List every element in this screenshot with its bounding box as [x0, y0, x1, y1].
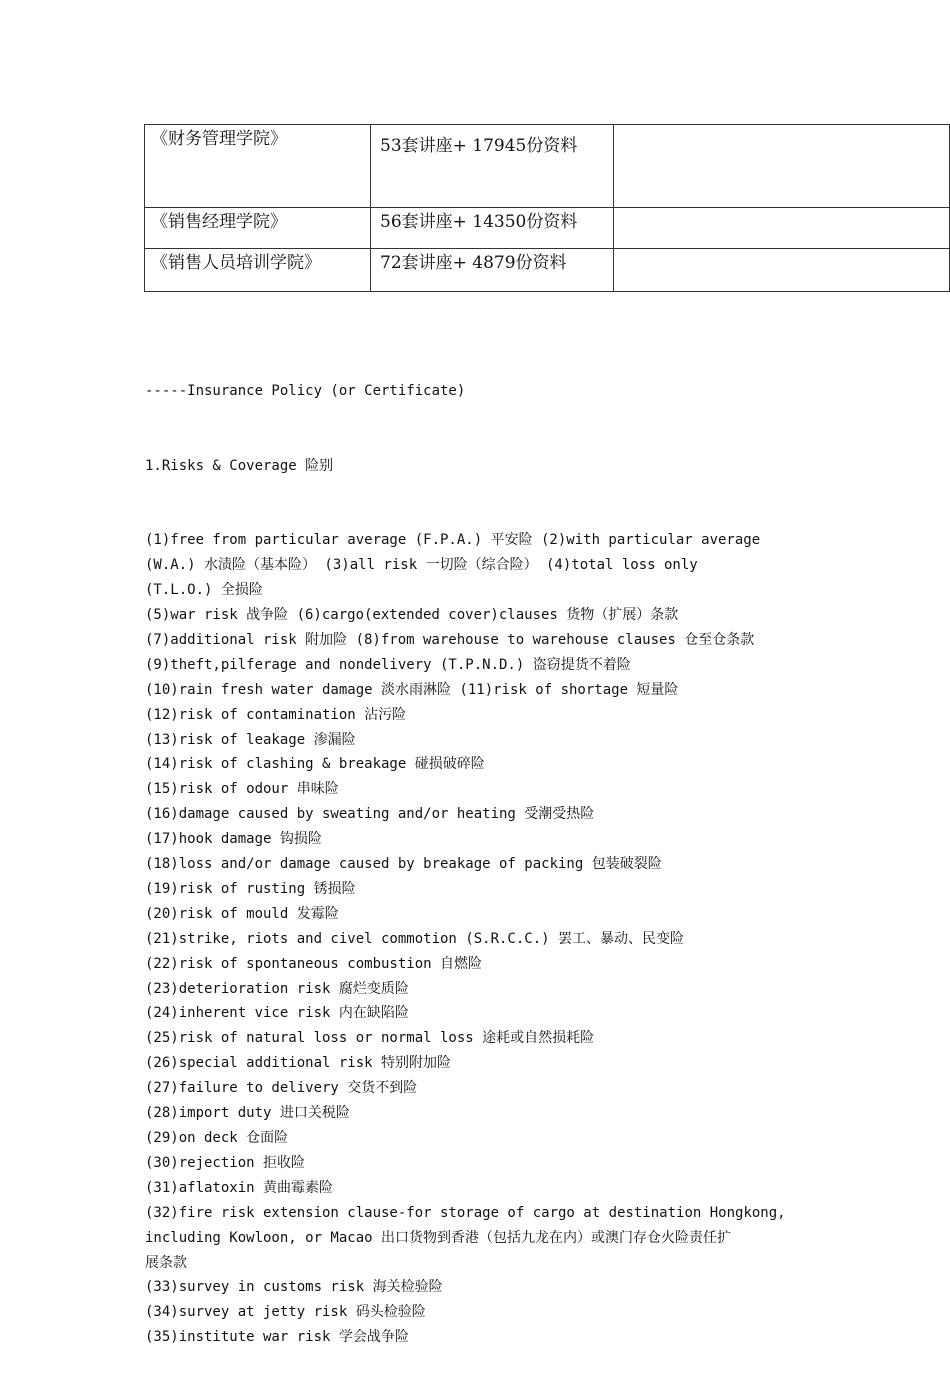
- list-item: (23)deterioration risk 腐烂变质险: [145, 980, 409, 997]
- list-item: 展条款: [145, 1254, 187, 1271]
- course-name: 《销售经理学院》: [145, 208, 371, 249]
- list-item: (10)rain fresh water damage 淡水雨淋险 (11)risk of shortage 短量险: [145, 681, 679, 698]
- empty-cell: [614, 208, 950, 249]
- course-contents: 72套讲座+ 4879份资料: [371, 249, 614, 292]
- list-item: (1)free from particular average (F.P.A.) 平安险 (2)with particular average: [145, 532, 761, 549]
- list-item: including Kowloon, or Macao 出口货物到香港（包括九龙在内）或澳门存仓火险责任扩: [145, 1229, 732, 1246]
- course-contents: 53套讲座+ 17945份资料: [371, 125, 614, 208]
- list-item: (30)rejection 拒收险: [145, 1154, 306, 1171]
- empty-cell: [614, 125, 950, 208]
- table-row: [145, 249, 950, 292]
- empty-cell: [614, 249, 950, 292]
- list-item: (16)damage caused by sweating and/or heating 受潮受热险: [145, 806, 595, 823]
- list-item: (32)fire risk extension clause-for storage of cargo at destination Hongkong,: [145, 1204, 786, 1221]
- table-row: [145, 208, 950, 249]
- list-item: (18)loss and/or damage caused by breakage of packing 包装破裂险: [145, 856, 662, 873]
- list-item: (17)hook damage 钩损险: [145, 831, 322, 848]
- course-name: 《财务管理学院》: [145, 125, 371, 208]
- section-title: 1.Risks & Coverage 险别: [145, 457, 334, 474]
- course-contents: 56套讲座+ 14350份资料: [371, 208, 614, 249]
- list-item: (28)import duty 进口关税险: [145, 1105, 350, 1122]
- insurance-policy-section: [145, 329, 805, 1375]
- table-row: [145, 125, 950, 208]
- list-item: (19)risk of rusting 锈损险: [145, 880, 356, 897]
- risk-list: [145, 528, 805, 1350]
- list-item: (34)survey at jetty risk 码头检验险: [145, 1304, 426, 1321]
- list-item: (5)war risk 战争险 (6)cargo(extended cover)clauses 货物（扩展）条款: [145, 606, 679, 623]
- course-name: 《销售人员培训学院》: [145, 249, 371, 292]
- list-item: (W.A.) 水渍险（基本险） (3)all risk 一切险（综合险） (4)total loss only: [145, 557, 698, 574]
- list-item: (27)failure to delivery 交货不到险: [145, 1080, 418, 1097]
- list-item: (T.L.O.) 全损险: [145, 582, 263, 599]
- list-item: (14)risk of clashing & breakage 碰损破碎险: [145, 756, 485, 773]
- list-item: (15)risk of odour 串味险: [145, 781, 339, 798]
- list-item: (13)risk of leakage 渗漏险: [145, 731, 356, 748]
- list-item: (35)institute war risk 学会战争险: [145, 1329, 409, 1346]
- list-item: (12)risk of contamination 沾污险: [145, 706, 407, 723]
- list-item: (29)on deck 仓面险: [145, 1130, 289, 1146]
- list-item: (26)special additional risk 特别附加险: [145, 1055, 452, 1072]
- list-item: (20)risk of mould 发霉险: [145, 905, 339, 922]
- catalog-table: [144, 124, 950, 292]
- policy-heading: -----Insurance Policy (or Certificate): [145, 382, 466, 399]
- list-item: (9)theft,pilferage and nondelivery (T.P.N.D.) 盗窃提货不着险: [145, 656, 631, 673]
- list-item: (33)survey in customs risk 海关检验险: [145, 1279, 443, 1296]
- list-item: (24)inherent vice risk 内在缺陷险: [145, 1005, 409, 1022]
- list-item: (25)risk of natural loss or normal loss 途耗或自然损耗险: [145, 1030, 595, 1047]
- list-item: (21)strike, riots and civel commotion (S.R.C.C.) 罢工、暴动、民变险: [145, 930, 685, 947]
- list-item: (7)additional risk 附加险 (8)from warehouse to warehouse clauses 仓至仓条款: [145, 631, 755, 648]
- list-item: (22)risk of spontaneous combustion 自燃险: [145, 955, 483, 972]
- list-item: (31)aflatoxin 黄曲霉素险: [145, 1179, 334, 1196]
